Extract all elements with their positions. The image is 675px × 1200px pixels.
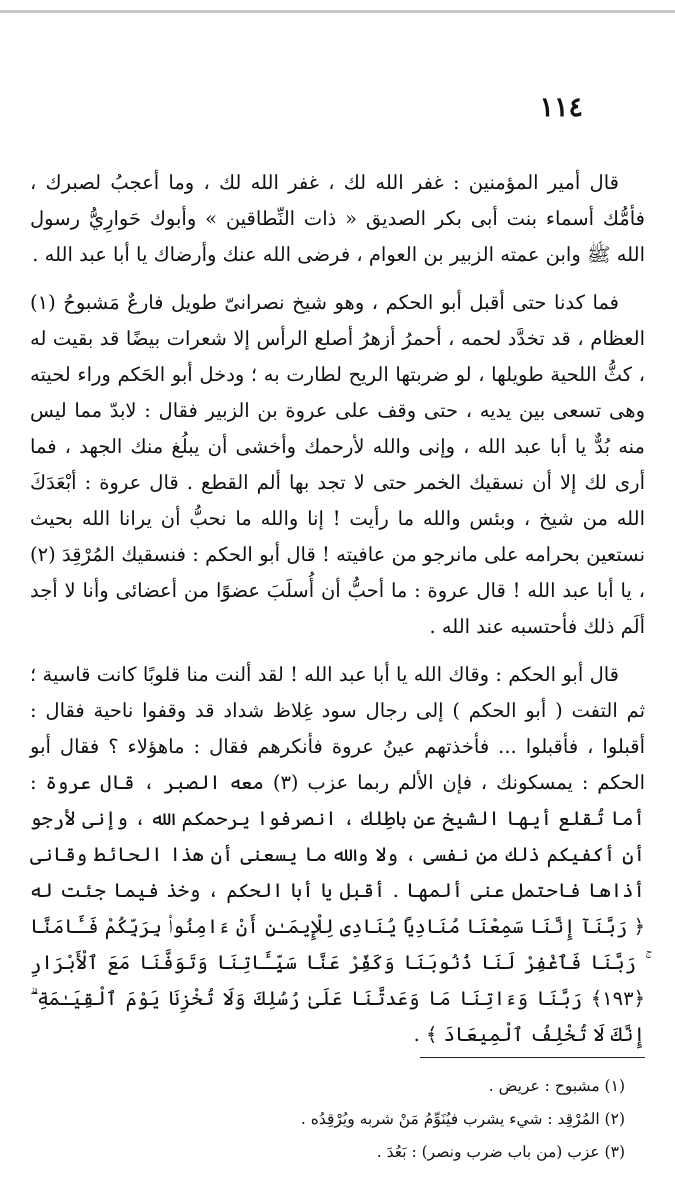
footnote-divider (420, 1057, 645, 1058)
page-number: ١١٤ (539, 92, 583, 123)
paragraph-3 (30, 657, 645, 1053)
quran-verse: ﴿ رَبَّنَآ إِنَّنَا سَمِعْنَا مُنَادِيًا يُنَادِى لِلْإِيمَـٰنِ أَنْ ءَامِنُوا۟ بِرَبِّكُمْ فَـَٔامَنَّا ۚ رَبَّنَا فَٱغْفِرْ لَنَا ذُنُوبَنَا وَكَفِّرْ عَنَّا سَيِّـَٔاتِنَا وَتَوَفَّنَا مَعَ ٱلْأَبْرَارِ ﴿١٩٣﴾ رَبَّنَا وَءَاتِنَا مَا وَعَدتَّنَا عَلَىٰ رُسُلِكَ وَلَا تُخْزِنَا يَوْمَ ٱلْقِيَـٰمَةِ ۗ إِنَّكَ لَا تُخْلِفُ ٱلْمِيعَادَ ﴾ . (30, 915, 645, 1046)
paragraph-1: قال أمير المؤمنين : غفر الله لك ، غفر الله لك ، وما أعجبُ لصبرك ، فأمُّك أسماء بنت أبى بكر الصديق « ذات النِّطاقين » وأبوك حَوارِيُّ رسول الله ﷺ وابن عمته الزبير بن العوام ، فرضى الله عنك وأرضاك يا أبا عبد الله . (30, 171, 645, 266)
footnotes (30, 1057, 645, 1169)
top-divider (0, 10, 675, 13)
footnote-1: (١) مشبوح : عريض . (488, 1077, 625, 1095)
paragraph-2: فما كدنا حتى أقبل أبو الحكم ، وهو شيخ نصرانىّ طويل فارعٌ مَشبوحُ (١) العظام ، قد تخدَّد لحمه ، أحمرُ أزهرُ أصلع الرأس إلا شعرات بيضًا قد بقيت له ، كثُّ اللحية طويلها ، لو ضربتها الريح لطارت به ؛ ودخل أبو الحَكم وراء لحيته وهى تسعى بين يديه ، حتى وقف على عروة بن الزبير فقال : لابدّ مما ليس منه بُدٌّ يا أبا عبد الله ، وإنى والله لأرحمك وأخشى أن يبلُغ منك الجهد ، فما أرى لك إلا أن نسقيك الخمر حتى لا تجد بها ألم القطع . قال عروة : أبْعَدَكَ الله من شيخ ، وبئس والله ما رأيت ! إنا والله ما نحبُّ أن يرانا الله بحيث نستعين بحرامه على مانرجو من عافيته ! قال أبو الحكم : فنسقيك المُرْقِدَ (٢) ، يا أبا عبد الله ! قال عروة : ما أحبُّ أن أُسلَبَ عضوًا من أعضائى وأنا لا أجد ألَم ذلك فأحتسبه عند الله . (30, 291, 645, 638)
footnote-2: (٢) المُرْقِد : شيء يشرب فيُنَوِّمُ مَنْ شربه ويُرْقِدُه . (300, 1110, 625, 1128)
paragraph-3-text: قال أبو الحكم : وقاك الله يا أبا عبد الله ! لقد ألنت منا قلوبًا كانت قاسية ؛ ثم التفت ( أبو الحكم ) إلى رجال سود غِلاظ شداد قد وقفوا ناحية فقال : أقبلوا ، فأقبلوا ... فأخذتهم عينُ عروة فأنكرهم فقال : ماهؤلاء ؟ فقال أبو الحكم : يمسكونك ، فإن الألم ربما عزب (٣) معه الصبر ، قال عروة : أما تُقلع أيها الشيخ عن باطِلك ، انصرفوا يرحمكم الله ، وإنى لأرجو أن أكفيكم ذلك من نفسى ، ولا والله ما يسعنى أن هذا الحائط وقانى أذاها فاحتمل عنى ألمها . أقبل يا أبا الحكم ، وخذ فيما جئت له (30, 663, 645, 902)
footnote-3: (٣) عزب (من باب ضرب ونصر) : بَعُدَ . (376, 1143, 625, 1161)
main-text (30, 165, 645, 1065)
